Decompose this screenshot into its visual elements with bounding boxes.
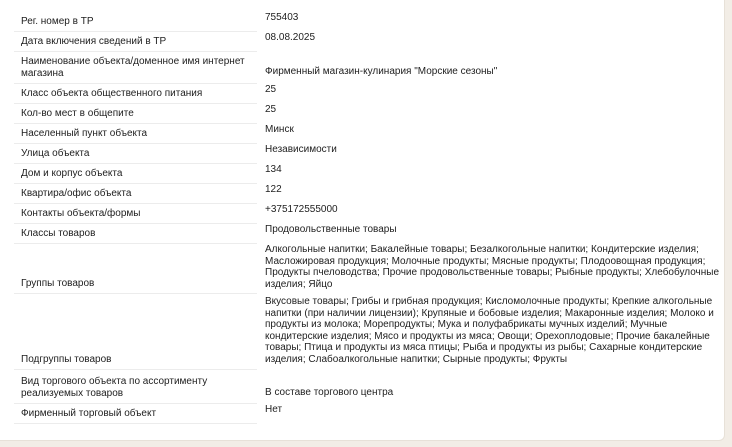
- detail-label: Классы товаров: [14, 227, 257, 244]
- detail-row-street: [0, 144, 724, 164]
- detail-value: Фирменный магазин-кулинария "Морские сезоны": [265, 66, 498, 77]
- detail-label: Дата включения сведений в ТР: [14, 35, 257, 52]
- detail-row-goods-classes: [0, 224, 724, 244]
- detail-label: Контакты объекта/формы: [14, 207, 257, 224]
- detail-value: 122: [265, 184, 282, 195]
- detail-label: Вид торгового объекта по ассортименту реализуемых товаров: [14, 375, 257, 404]
- detail-label: Подгруппы товаров: [14, 353, 257, 370]
- detail-row-seats: [0, 104, 724, 124]
- detail-row-object-type: [0, 374, 724, 404]
- detail-value: Алкогольные напитки; Бакалейные товары; Безалкогольные напитки; Кондитерские изделия; Масложировая продукция; Молочные продукты; Мясные продукты; Плодоовощная продукция; Продукты пчеловодства; Прочие продовольственные товары; Рыбные продукты; Хлебобулочные изделия; Яйцо: [265, 244, 720, 290]
- detail-row-inclusion-date: [0, 32, 724, 52]
- detail-label: Класс объекта общественного питания: [14, 87, 257, 104]
- detail-value: 25: [265, 104, 277, 115]
- detail-row-branded-object: [0, 404, 724, 424]
- detail-row-object-name: [0, 52, 724, 84]
- detail-label: Рег. номер в ТР: [14, 15, 257, 32]
- detail-value: В составе торгового центра: [265, 387, 394, 398]
- detail-value: Вкусовые товары; Грибы и грибная продукция; Кисломолочные продукты; Крепкие алкогольные напитки (при наличии лицензии); Крупяные и бобовые изделия; Макаронные изделия; Молоко и продукты из молока; Морепродукты; Мука и полуфабрикаты мучных изделий; Мучные кондитерские изделия; Мясо и продукты из мяса; Овощи; Орехоплодовые; Прочие бакалейные товары; Птица и продукты из мяса птицы; Рыба и продукты из рыбы; Сахарные кондитерские изделия; Слабоалкогольные напитки; Сырные продукты; Фрукты: [265, 296, 714, 365]
- detail-row-locality: [0, 124, 724, 144]
- detail-value: 134: [265, 164, 282, 175]
- detail-value: 755403: [265, 12, 299, 23]
- detail-label: Группы товаров: [14, 277, 257, 294]
- detail-value: Минск: [265, 124, 294, 135]
- detail-value: 08.08.2025: [265, 32, 316, 43]
- detail-value: Продовольственные товары: [265, 224, 397, 235]
- detail-label: Населенный пункт объекта: [14, 127, 257, 144]
- detail-label: Фирменный торговый объект: [14, 407, 257, 424]
- detail-label: Кол-во мест в общепите: [14, 107, 257, 124]
- detail-label: Дом и корпус объекта: [14, 167, 257, 184]
- detail-row-house: [0, 164, 724, 184]
- detail-value: 25: [265, 84, 277, 95]
- detail-row-office: [0, 184, 724, 204]
- detail-value: Независимости: [265, 144, 337, 155]
- detail-row-goods-subgroups: [0, 296, 724, 370]
- detail-row-contacts: [0, 204, 724, 224]
- detail-row-goods-groups: [0, 244, 724, 294]
- detail-row-catering-class: [0, 84, 724, 104]
- detail-value: Нет: [265, 404, 283, 415]
- detail-label: Наименование объекта/доменное имя интернет магазина: [14, 55, 257, 84]
- detail-label: Квартира/офис объекта: [14, 187, 257, 204]
- detail-label: Улица объекта: [14, 147, 257, 164]
- detail-row-reg-number: [0, 12, 724, 32]
- detail-value: +375172555000: [265, 204, 338, 215]
